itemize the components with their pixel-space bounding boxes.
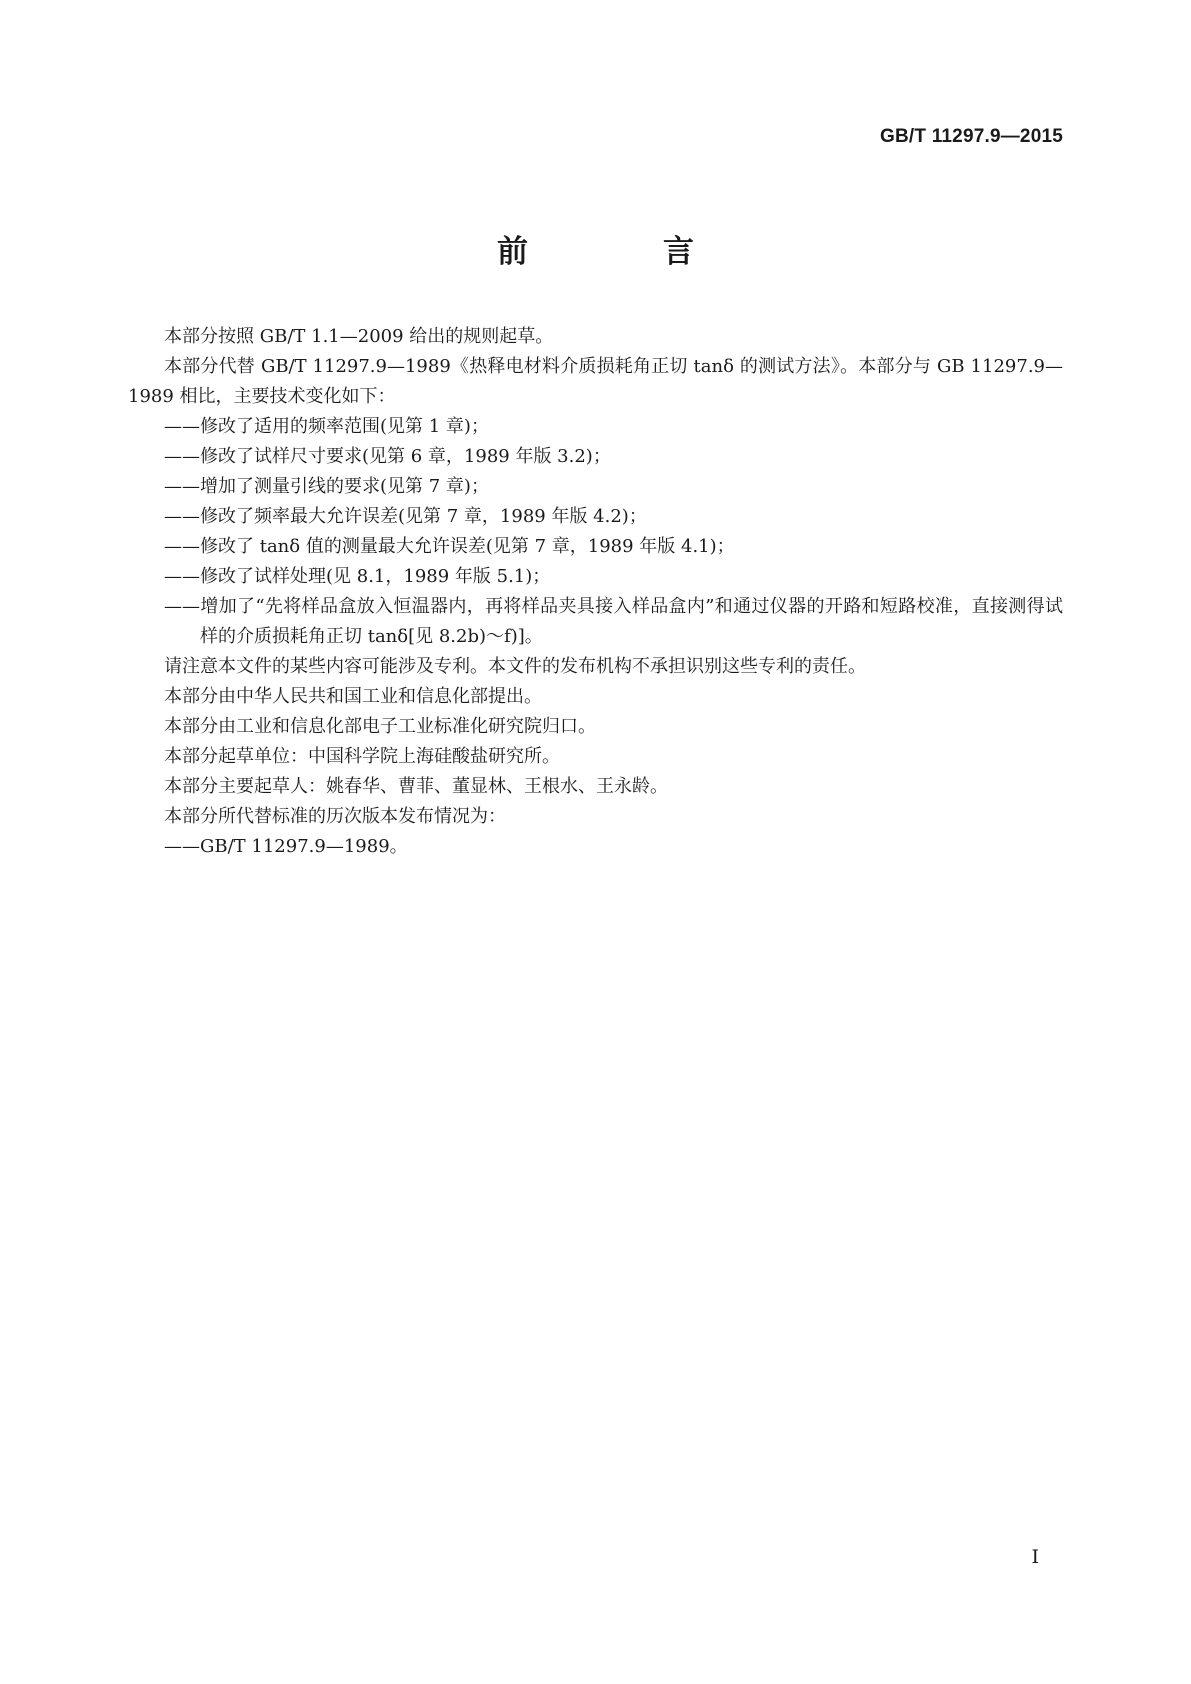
history-item: ——GB/T 11297.9—1989。: [164, 836, 408, 857]
paragraph-history-intro: 本部分所代替标准的历次版本发布情况为：: [164, 806, 506, 827]
page-title: 前 言: [497, 234, 746, 270]
change-item: ——修改了频率最大允许误差(见第 7 章，1989 年版 4.2)；: [164, 506, 647, 527]
paragraph-drafting-unit: 本部分起草单位：中国科学院上海硅酸盐研究所。: [164, 746, 560, 767]
paragraph-centralized-by: 本部分由工业和信息化部电子工业标准化研究院归口。: [164, 716, 596, 737]
paragraph-drafting-rules: 本部分按照 GB/T 1.1—2009 给出的规则起草。: [164, 326, 554, 347]
change-item: ——修改了适用的频率范围(见第 1 章)；: [164, 416, 489, 437]
change-item: ——修改了试样处理(见 8.1，1989 年版 5.1)；: [164, 566, 551, 587]
document-number: GB/T 11297.9—2015: [880, 126, 1063, 147]
change-item: ——修改了试样尺寸要求(见第 6 章，1989 年版 3.2)；: [164, 446, 611, 467]
change-item: ——增加了“先将样品盒放入恒温器内，再将样品夹具接入样品盒内”和通过仪器的开路和短路校准，直接测得试样的介质损耗角正切 tanδ[见 8.2b)～f)]。: [164, 596, 1063, 647]
paragraph-replacement: 本部分代替 GB/T 11297.9—1989《热释电材料介质损耗角正切 tanδ 的测试方法》。本部分与 GB 11297.9—1989 相比，主要技术变化如下：: [128, 356, 1063, 407]
foreword-body: [128, 322, 1063, 862]
change-item: ——修改了 tanδ 值的测量最大允许误差(见第 7 章，1989 年版 4.1)；: [164, 536, 735, 557]
change-item: ——增加了测量引线的要求(见第 7 章)；: [164, 476, 489, 497]
paragraph-proposed-by: 本部分由中华人民共和国工业和信息化部提出。: [164, 686, 542, 707]
paragraph-drafters: 本部分主要起草人：姚春华、曹菲、董显林、王根水、王永龄。: [164, 776, 668, 797]
page-number: I: [1031, 1546, 1039, 1568]
paragraph-patent-notice: 请注意本文件的某些内容可能涉及专利。本文件的发布机构不承担识别这些专利的责任。: [164, 656, 866, 677]
